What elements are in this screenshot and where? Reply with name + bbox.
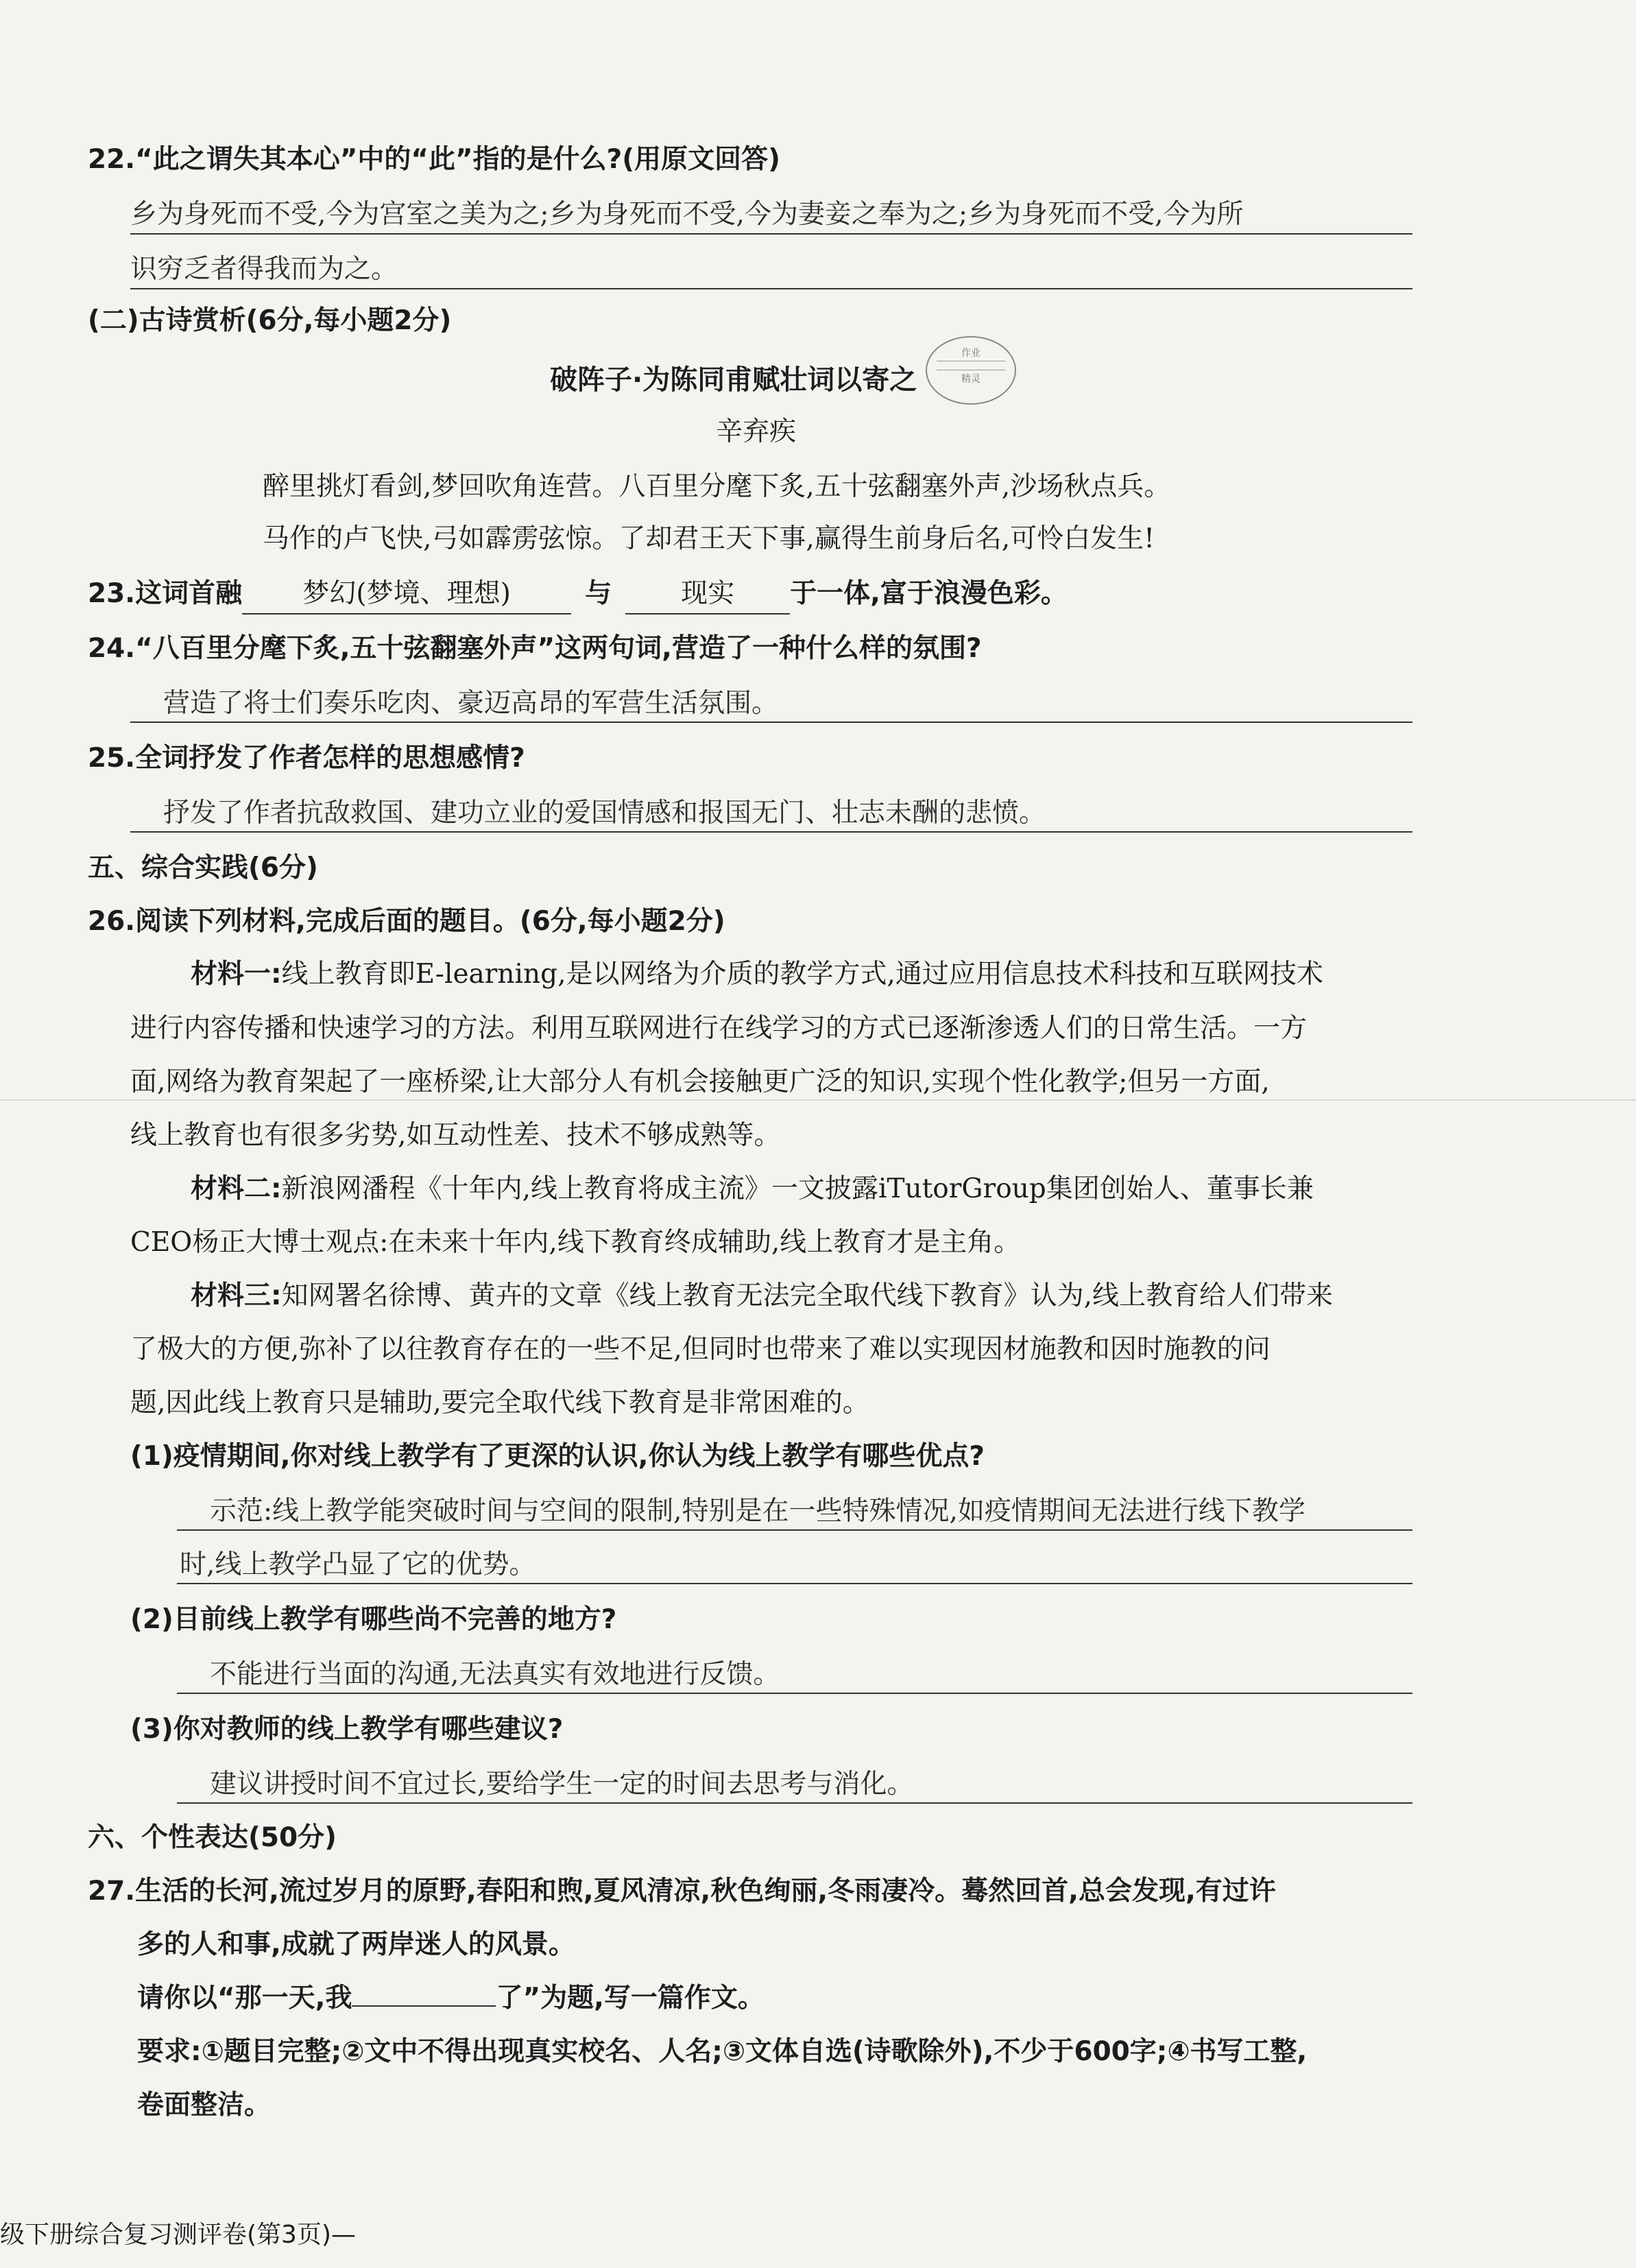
q23-suffix: 于一体,富于浪漫色彩。: [790, 578, 1068, 609]
material1-label: 材料一:: [191, 959, 282, 990]
q27-prompt: [137, 1979, 765, 2018]
answer-rule: [177, 1693, 1412, 1694]
material2-text1: 新浪网潘程《十年内,线上教育将成主流》一文披露iTutorGroup集团创始人、董事长兼: [281, 1173, 1314, 1204]
material3-line3: 题,因此线上教育只是辅助,要完全取代线下教育是非常困难的。: [130, 1387, 869, 1418]
poem-line1: 醉里挑灯看剑,梦回吹角连营。八百里分麾下炙,五十弦翻塞外声,沙场秋点兵。: [263, 471, 1171, 502]
q22-answer-line1: 乡为身死而不受,今为宫室之美为之;乡为身死而不受,今为妻妾之奉为之;乡为身死而不受,今为所: [130, 199, 1244, 230]
material3-label: 材料三:: [191, 1280, 282, 1311]
stamp-text-bottom: 精灵: [961, 374, 981, 385]
material2-line1: [191, 1170, 1314, 1208]
answer-rule: [177, 1529, 1412, 1531]
material1-line2: 进行内容传播和快速学习的方法。利用互联网进行在线学习的方式已逐渐渗透人们的日常生活。一方: [130, 1013, 1308, 1044]
section6-heading: 六、个性表达(50分): [88, 1822, 337, 1853]
q23-prefix: 23.这词首融: [88, 578, 243, 609]
q23-blank1: 梦幻(梦境、理想): [242, 575, 571, 614]
q27-line2: 多的人和事,成就了两岸迷人的风景。: [137, 1929, 575, 1960]
material1-text1: 线上教育即E-learning,是以网络为介质的教学方式,通过应用信息技术科技和互联网技术: [281, 959, 1323, 990]
q27-requirements: 要求:①题目完整;②文中不得出现真实校名、人名;③文体自选(诗歌除外),不少于600字;④书写工整,: [137, 2036, 1308, 2067]
poem-line2: 马作的卢飞快,弓如霹雳弦惊。了却君王天下事,赢得生前身后名,可怜白发生!: [263, 523, 1155, 554]
q27-prompt-prefix: 请你以“那一天,我: [137, 1983, 352, 2014]
material2-label: 材料二:: [191, 1173, 282, 1204]
q26-question: 26.阅读下列材料,完成后面的题目。(6分,每小题2分): [88, 906, 725, 937]
stamp-logo: [926, 336, 1016, 405]
q27-line1: 27.生活的长河,流过岁月的原野,春阳和煦,夏风清凉,秋色绚丽,冬雨凄冷。蓦然回首,总会发现,有过许: [88, 1876, 1276, 1907]
answer-rule: [130, 288, 1412, 289]
answer-rule: [130, 721, 1412, 723]
answer-rule: [177, 1802, 1412, 1804]
q26-sub1-answer1: 示范:线上教学能突破时间与空间的限制,特别是在一些特殊情况,如疫情期间无法进行线下教学: [210, 1496, 1306, 1527]
q22-question: [88, 141, 780, 179]
answer-rule: [177, 1583, 1412, 1584]
q25-question: 25.全词抒发了作者怎样的思想感情?: [88, 743, 525, 774]
q26-sub2-answer: 不能进行当面的沟通,无法真实有效地进行反馈。: [210, 1659, 780, 1690]
q22-question-text: 22.“此之谓失其本心”中的“此”指的是什么?(用原文回答): [88, 144, 780, 175]
poem-author: 辛弃疾: [716, 416, 797, 447]
scan-crease: [0, 1099, 1636, 1101]
answer-rule: [130, 233, 1412, 235]
q26-sub2-question: (2)目前线上教学有哪些尚不完善的地方?: [130, 1604, 617, 1635]
q27-requirements-cont: 卷面整洁。: [137, 2090, 272, 2121]
q26-sub1-answer2: 时,线上教学凸显了它的优势。: [180, 1549, 536, 1580]
material2-line2: CEO杨正大博士观点:在未来十年内,线下教育终成辅助,线上教育才是主角。: [130, 1227, 1021, 1258]
q22-answer-line2: 识穷乏者得我而为之。: [130, 254, 398, 285]
q25-answer: 抒发了作者抗敌救国、建功立业的爱国情感和报国无门、壮志未酬的悲愤。: [163, 798, 1046, 828]
q24-question: 24.“八百里分麾下炙,五十弦翻塞外声”这两句词,营造了一种什么样的氛围?: [88, 633, 982, 664]
section2-heading: (二)古诗赏析(6分,每小题2分): [88, 305, 452, 336]
answer-rule: [130, 831, 1412, 833]
q23-middle: 与: [585, 578, 612, 609]
q26-sub3-question: (3)你对教师的线上教学有哪些建议?: [130, 1714, 564, 1745]
q23: [88, 575, 1068, 614]
stamp-text-top: 作业: [961, 348, 981, 359]
q26-sub1-question: (1)疫情期间,你对线上教学有了更深的认识,你认为线上教学有哪些优点?: [130, 1441, 985, 1472]
material1-line1: [191, 955, 1323, 994]
material3-line2: 了极大的方便,弥补了以往教育存在的一些不足,但同时也带来了难以实现因材施教和因时施教的问: [130, 1334, 1271, 1365]
page-footer: 级下册综合复习测评卷(第3页)—: [0, 2221, 356, 2249]
material3-line1: [191, 1277, 1333, 1315]
section5-heading: 五、综合实践(6分): [88, 852, 318, 883]
material1-line4: 线上教育也有很多劣势,如互动性差、技术不够成熟等。: [130, 1120, 781, 1151]
q24-answer: 营造了将士们奏乐吃肉、豪迈高昂的军营生活氛围。: [163, 688, 779, 719]
q27-prompt-suffix: 了”为题,写一篇作文。: [496, 1983, 765, 2014]
stamp-band: [937, 361, 1005, 370]
q26-sub3-answer: 建议讲授时间不宜过长,要给学生一定的时间去思考与消化。: [210, 1769, 914, 1800]
material1-line3: 面,网络为教育架起了一座桥梁,让大部分人有机会接触更广泛的知识,实现个性化教学;但另一方面,: [130, 1066, 1270, 1097]
q23-blank2: 现实: [625, 575, 790, 614]
poem-title: 破阵子·为陈同甫赋壮词以寄之: [550, 364, 917, 396]
q27-title-blank: [352, 2005, 496, 2007]
material3-text1: 知网署名徐博、黄卉的文章《线上教育无法完全取代线下教育》认为,线上教育给人们带来: [281, 1280, 1334, 1311]
